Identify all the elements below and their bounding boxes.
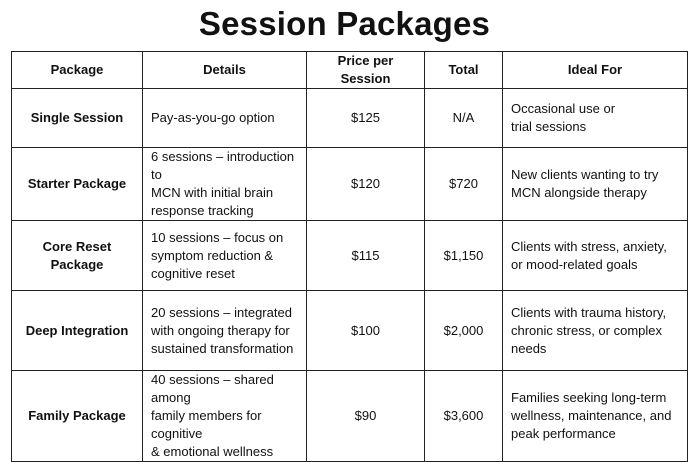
ideal-line: needs bbox=[511, 340, 547, 356]
table-row bbox=[12, 221, 688, 291]
ideal-line: wellness, maintenance, and bbox=[511, 408, 672, 423]
column-header-total: Total bbox=[425, 52, 503, 89]
table-row bbox=[12, 291, 688, 371]
price-per-session: $100 bbox=[307, 291, 425, 371]
price-per-session: $115 bbox=[307, 221, 425, 291]
ideal-line: Occasional use or bbox=[511, 101, 616, 116]
column-header-details: Details bbox=[143, 52, 307, 89]
package-name: Starter Package bbox=[12, 148, 143, 221]
ideal-line: chronic stress, or complex bbox=[511, 322, 662, 338]
table-header-row bbox=[12, 52, 688, 89]
ideal-for bbox=[503, 89, 688, 148]
ideal-line: trial sessions bbox=[511, 119, 587, 134]
package-details bbox=[143, 371, 307, 462]
details-line: with ongoing therapy for bbox=[151, 322, 290, 338]
price-per-session: $90 bbox=[307, 371, 425, 462]
details-line: 40 sessions – shared among bbox=[151, 372, 274, 405]
package-total: $1,150 bbox=[425, 221, 503, 291]
details-line: 20 sessions – integrated bbox=[151, 304, 292, 320]
package-total: $720 bbox=[425, 148, 503, 221]
package-details bbox=[143, 291, 307, 371]
table-row bbox=[12, 148, 688, 221]
details-line: MCN with initial brain bbox=[151, 185, 274, 200]
ideal-for bbox=[503, 371, 688, 462]
package-name: Deep Integration bbox=[12, 291, 143, 371]
ideal-for bbox=[503, 291, 688, 371]
session-packages-table bbox=[11, 51, 688, 462]
price-per-session: $120 bbox=[307, 148, 425, 221]
package-total: N/A bbox=[425, 89, 503, 148]
page-title: Session Packages bbox=[198, 5, 491, 42]
details-line: response tracking bbox=[151, 203, 254, 218]
details-line: 6 sessions – introduction to bbox=[151, 149, 295, 182]
ideal-line: New clients wanting to try bbox=[511, 167, 659, 182]
package-details bbox=[143, 221, 307, 291]
table-row bbox=[12, 89, 688, 148]
ideal-for bbox=[503, 148, 688, 221]
price-per-session: $125 bbox=[307, 89, 425, 148]
package-total: $3,600 bbox=[425, 371, 503, 462]
package-total: $2,000 bbox=[425, 291, 503, 371]
details-line: Pay-as-you-go option bbox=[151, 110, 275, 125]
details-line: symptom reduction & bbox=[151, 247, 274, 263]
ideal-for bbox=[503, 221, 688, 291]
package-name: Family Package bbox=[12, 371, 143, 462]
ideal-line: peak performance bbox=[511, 426, 616, 441]
package-details bbox=[143, 148, 307, 221]
details-line: sustained transformation bbox=[151, 340, 294, 356]
details-line: 10 sessions – focus on bbox=[151, 229, 284, 245]
column-header-package: Package bbox=[12, 52, 143, 89]
column-header-price: Price per Session bbox=[307, 52, 425, 89]
details-line: & emotional wellness bbox=[151, 444, 274, 459]
package-name: Core Reset Package bbox=[12, 221, 143, 291]
ideal-line: or mood-related goals bbox=[511, 256, 638, 272]
ideal-line: Clients with stress, anxiety, bbox=[511, 238, 667, 254]
ideal-line: Families seeking long-term bbox=[511, 390, 667, 405]
ideal-line: Clients with trauma history, bbox=[511, 304, 667, 320]
details-line: family members for cognitive bbox=[151, 408, 262, 441]
details-line: cognitive reset bbox=[151, 265, 235, 281]
package-details bbox=[143, 89, 307, 148]
ideal-line: MCN alongside therapy bbox=[511, 185, 647, 200]
table-row bbox=[12, 371, 688, 462]
column-header-ideal-for: Ideal For bbox=[503, 52, 688, 89]
package-name: Single Session bbox=[12, 89, 143, 148]
